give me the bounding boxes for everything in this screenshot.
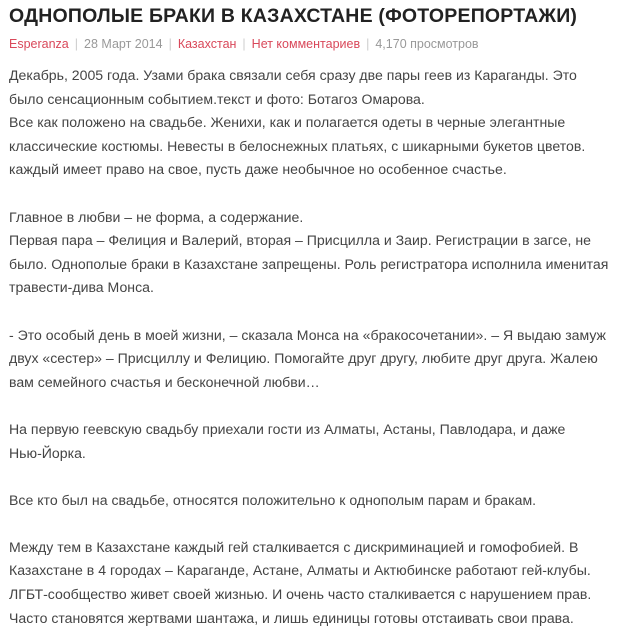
article-title[interactable]: ОДНОПОЛЫЕ БРАКИ В КАЗАХСТАНЕ (ФОТОРЕПОРТАЖИ) — [9, 5, 578, 27]
view-count: 4,170 просмотров — [375, 37, 479, 51]
paragraph — [9, 206, 618, 300]
text-line: Нью-Йорка. — [9, 444, 86, 461]
text-line: Все кто был на свадьбе, относятся положительно к однополым парам и бракам. — [9, 491, 537, 508]
text-line: травести-дива Монса. — [9, 279, 154, 296]
text-line: Все как положено на свадьбе. Женихи, как и полагается одеты в черные элегантные — [9, 114, 566, 131]
meta-separator: | — [242, 37, 246, 51]
publish-date: 28 Март 2014 — [84, 37, 163, 51]
paragraph — [9, 324, 618, 395]
text-line: Казахстане в 4 городах – Караганде, Астане, Алматы и Актюбинске работают гей-клубы. — [9, 562, 591, 579]
text-line: - Это особый день в моей жизни, – сказала Монса на «бракосочетании». – Я выдаю замуж — [9, 326, 606, 343]
paragraph — [9, 489, 618, 513]
text-line: ЛГБТ-сообщество живет своей жизнью. И очень часто сталкивается с нарушением прав. — [9, 586, 592, 603]
text-line: вам семейного счастья и бесконечной любви… — [9, 373, 320, 390]
text-line: классические костюмы. Невесты в белоснежных платьях, с шикарными букетов цветов. — [9, 137, 586, 154]
paragraph — [9, 64, 618, 182]
comments-link[interactable]: Нет комментариев — [251, 37, 361, 51]
text-line: Часто становятся жертвами шантажа, и лишь единицы готовы отстаивать свои права. — [9, 609, 574, 626]
text-line: Между тем в Казахстане каждый гей сталкивается с дискриминацией и гомофобией. В — [9, 538, 579, 555]
author-link[interactable]: Esperanza — [9, 37, 69, 51]
article-meta — [9, 35, 618, 53]
paragraph — [9, 418, 618, 465]
paragraph — [9, 536, 618, 630]
category-link[interactable]: Казахстан — [177, 37, 237, 51]
meta-separator: | — [74, 37, 79, 51]
text-line: каждый имеет право на свое, пусть даже необычное но особенное счастье. — [9, 161, 507, 178]
text-line: Главное в любви – не форма, а содержание. — [9, 208, 304, 225]
meta-separator: | — [366, 37, 370, 51]
article-body — [9, 64, 618, 630]
text-line: Первая пара – Фелиция и Валерий, вторая – Присцилла и Заир. Регистрации в загсе, не — [9, 232, 591, 249]
text-line: Декабрь, 2005 года. Узами брака связали себя сразу две пары геев из Караганды. Это — [9, 67, 577, 83]
text-line: было сенсационным событием.текст и фото: Ботагоз Омарова. — [9, 90, 425, 107]
meta-separator: | — [168, 37, 172, 51]
text-line: На первую геевскую свадьбу приехали гости из Алматы, Астаны, Павлодара, и даже — [9, 420, 566, 437]
text-line: двух «сестер» – Присциллу и Фелицию. Помогайте друг другу, любите друг друга. Жалею — [9, 350, 598, 367]
text-line: было. Однополые браки в Казахстане запрещены. Роль регистратора исполнила именитая — [9, 255, 609, 272]
